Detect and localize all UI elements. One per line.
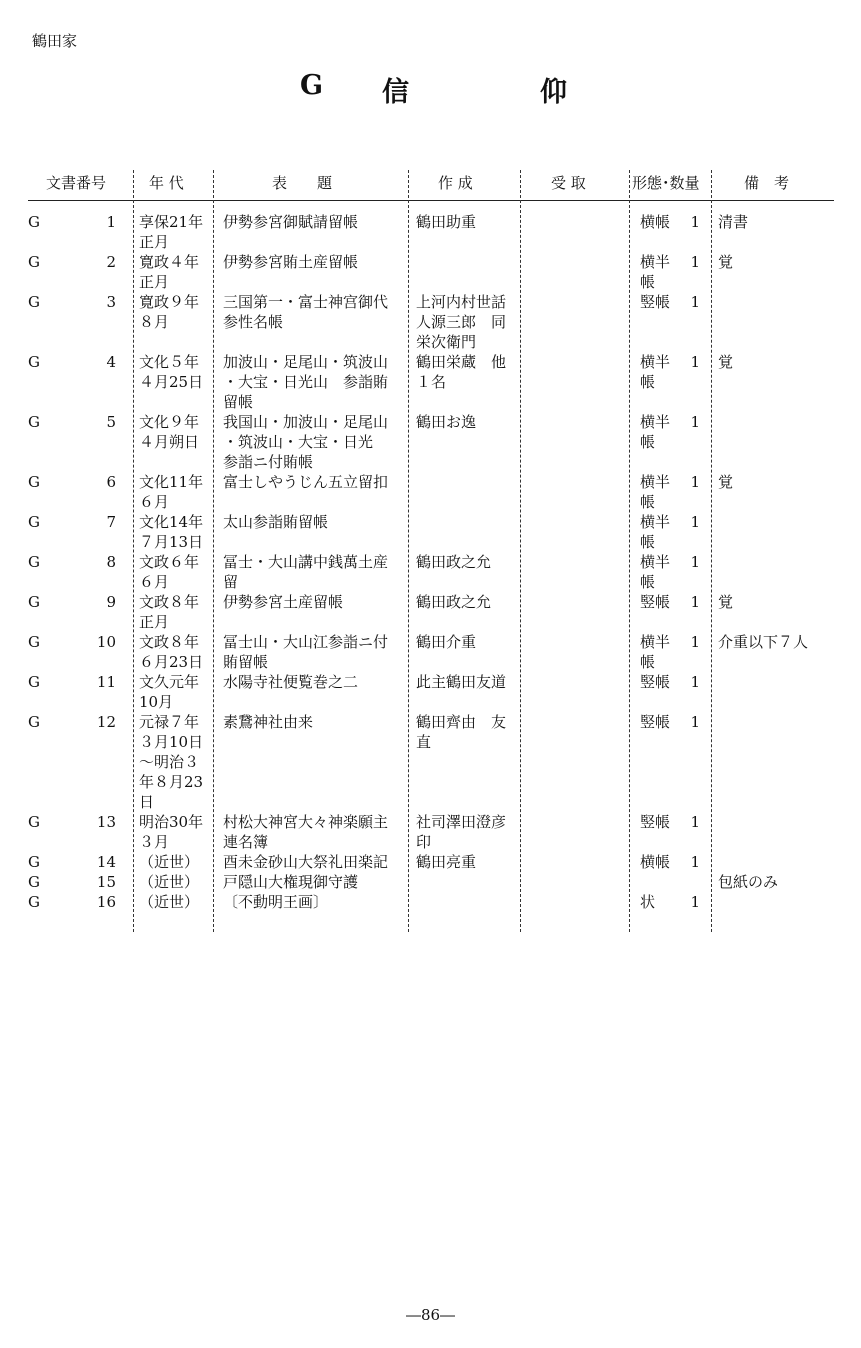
- row-author: 鶴田政之允: [416, 553, 492, 571]
- row-count: 1: [690, 413, 700, 431]
- header-rule: [28, 200, 834, 201]
- row-era: 寛政４年 正月: [139, 253, 200, 291]
- row-number: 5: [106, 413, 116, 431]
- row-title: 水陽寺社便覧巻之二: [223, 673, 359, 691]
- row-number: 9: [106, 593, 116, 611]
- row-era: 文化５年 ４月25日: [139, 353, 204, 391]
- row-number: 12: [96, 713, 116, 731]
- row-title: 伊勢参宮御賦請留帳: [223, 213, 359, 231]
- row-form: 竪帳: [640, 593, 671, 611]
- row-number: 16: [96, 893, 116, 911]
- row-prefix: G: [28, 633, 40, 651]
- row-note: 覚: [718, 473, 734, 491]
- row-form: 竪帳: [640, 713, 671, 731]
- row-prefix: G: [28, 813, 40, 831]
- page-title: [300, 70, 580, 110]
- row-title: 太山参詣賄留帳: [223, 513, 329, 531]
- row-era: 文政６年 ６月: [139, 553, 200, 591]
- column-divider: [133, 170, 134, 932]
- title-letter: G: [300, 70, 324, 101]
- row-title: 冨士・大山講中銭萬土産 留: [223, 553, 389, 591]
- column-divider: [520, 170, 521, 932]
- row-era: 元禄７年 ３月10日 ～明治３ 年８月23 日: [139, 713, 204, 811]
- row-number: 1: [106, 213, 116, 231]
- row-number: 10: [96, 633, 116, 651]
- row-era: 享保21年 正月: [139, 213, 204, 251]
- row-count: 1: [690, 253, 700, 271]
- column-divider: [629, 170, 630, 932]
- row-author: 鶴田亮重: [416, 853, 477, 871]
- row-prefix: G: [28, 353, 40, 371]
- row-prefix: G: [28, 213, 40, 231]
- row-note: 覚: [718, 593, 734, 611]
- row-era: （近世）: [139, 873, 200, 891]
- row-form: 横半 帳: [640, 553, 671, 591]
- row-prefix: G: [28, 253, 40, 271]
- row-author: 鶴田助重: [416, 213, 477, 231]
- column-divider: [711, 170, 712, 932]
- row-title: 酉未金砂山大祭礼田楽記: [223, 853, 389, 871]
- row-form: 竪帳: [640, 813, 671, 831]
- row-note: 介重以下７人: [718, 633, 809, 651]
- row-prefix: G: [28, 893, 40, 911]
- row-era: （近世）: [139, 853, 200, 871]
- row-number: 11: [96, 673, 116, 691]
- row-title: 三国第一・富士神宫御代 参性名帳: [223, 293, 389, 331]
- row-form: 横半 帳: [640, 633, 671, 671]
- column-header-note: 備 考: [744, 174, 790, 192]
- row-title: 冨士山・大山江参詣ニ付 賄留帳: [223, 633, 389, 671]
- row-prefix: G: [28, 413, 40, 431]
- row-form: 横帳: [640, 853, 671, 871]
- row-prefix: G: [28, 713, 40, 731]
- row-title: 伊勢参宮賄土産留帳: [223, 253, 359, 271]
- row-number: 14: [96, 853, 116, 871]
- row-note: 覚: [718, 353, 734, 371]
- page-number: ―86―: [405, 1306, 456, 1324]
- row-number: 3: [106, 293, 116, 311]
- row-era: 明治30年 ３月: [139, 813, 204, 851]
- row-number: 15: [96, 873, 116, 891]
- row-count: 1: [690, 353, 700, 371]
- column-header-recipient: 受 取: [551, 174, 586, 192]
- title-char-1: 信: [382, 77, 409, 108]
- column-header-era: 年 代: [149, 174, 184, 192]
- row-author: 鶴田齊由 友 直: [416, 713, 507, 751]
- row-era: 寛政９年 ８月: [139, 293, 200, 331]
- row-number: 6: [106, 473, 116, 491]
- row-count: 1: [690, 713, 700, 731]
- row-era: 文政８年 正月: [139, 593, 200, 631]
- row-note: 清書: [718, 213, 749, 231]
- row-era: 文政８年 ６月23日: [139, 633, 204, 671]
- row-title: 村松大神宮大々神楽願主 連名簿: [223, 813, 389, 851]
- row-form: 横半 帳: [640, 253, 671, 291]
- row-form: 竪帳: [640, 293, 671, 311]
- records-table: [28, 160, 834, 932]
- column-header-author: 作 成: [438, 174, 473, 192]
- row-count: 1: [690, 473, 700, 491]
- row-count: 1: [690, 293, 700, 311]
- row-number: 13: [96, 813, 116, 831]
- row-author: 鶴田介重: [416, 633, 477, 651]
- row-author: 此主鶴田友道: [416, 673, 507, 691]
- row-prefix: G: [28, 553, 40, 571]
- row-form: 竪帳: [640, 673, 671, 691]
- row-form: 横半 帳: [640, 353, 671, 391]
- column-header-form: 形態･数量: [632, 174, 700, 192]
- row-era: 文久元年 10月: [139, 673, 200, 711]
- row-count: 1: [690, 513, 700, 531]
- row-count: 1: [690, 893, 700, 911]
- row-form: 横半 帳: [640, 473, 671, 511]
- row-title: 我国山・加波山・足尾山 ・筑波山・大宝・日光 参詣ニ付賄帳: [223, 413, 389, 471]
- row-title: 戸隠山大権現御守護: [223, 873, 359, 891]
- row-prefix: G: [28, 673, 40, 691]
- row-count: 1: [690, 813, 700, 831]
- row-era: 文化14年 ７月13日: [139, 513, 204, 551]
- header-label: 鶴田家: [32, 32, 78, 50]
- row-author: 鶴田お逸: [416, 413, 477, 431]
- row-form: 横半 帳: [640, 513, 671, 551]
- row-count: 1: [690, 593, 700, 611]
- row-note: 覚: [718, 253, 734, 271]
- row-form: 状: [640, 893, 656, 911]
- title-char-2: 仰: [540, 77, 567, 108]
- row-author: 鶴田政之允: [416, 593, 492, 611]
- row-prefix: G: [28, 873, 40, 891]
- row-era: 文化11年 ６月: [139, 473, 204, 511]
- row-title: 伊勢参宮土産留帳: [223, 593, 344, 611]
- row-title: 富士しやうじん五立留扣: [223, 473, 389, 491]
- row-author: 社司澤田澄彦 印: [416, 813, 507, 851]
- row-title: 素鵞神社由来: [223, 713, 314, 731]
- row-count: 1: [690, 633, 700, 651]
- row-count: 1: [690, 553, 700, 571]
- row-number: 7: [106, 513, 116, 531]
- row-author: 上河内村世話 人源三郎 同 栄次衛門: [416, 293, 507, 351]
- row-prefix: G: [28, 593, 40, 611]
- row-prefix: G: [28, 513, 40, 531]
- row-count: 1: [690, 673, 700, 691]
- row-prefix: G: [28, 853, 40, 871]
- column-header-title: 表 題: [272, 174, 333, 192]
- column-header-number: 文書番号: [46, 174, 107, 192]
- row-title: 〔不動明王画〕: [223, 893, 329, 911]
- row-count: 1: [690, 853, 700, 871]
- row-author: 鶴田栄蔵 他 １名: [416, 353, 507, 391]
- row-count: 1: [690, 213, 700, 231]
- row-era: 文化９年 ４月朔日: [139, 413, 200, 451]
- row-form: 横半 帳: [640, 413, 671, 451]
- row-number: 4: [106, 353, 116, 371]
- row-era: （近世）: [139, 893, 200, 911]
- row-prefix: G: [28, 293, 40, 311]
- column-divider: [408, 170, 409, 932]
- row-prefix: G: [28, 473, 40, 491]
- row-number: 8: [106, 553, 116, 571]
- row-note: 包紙のみ: [718, 873, 779, 891]
- row-number: 2: [106, 253, 116, 271]
- row-title: 加波山・足尾山・筑波山 ・大宝・日光山 参詣賄 留帳: [223, 353, 389, 411]
- row-form: 横帳: [640, 213, 671, 231]
